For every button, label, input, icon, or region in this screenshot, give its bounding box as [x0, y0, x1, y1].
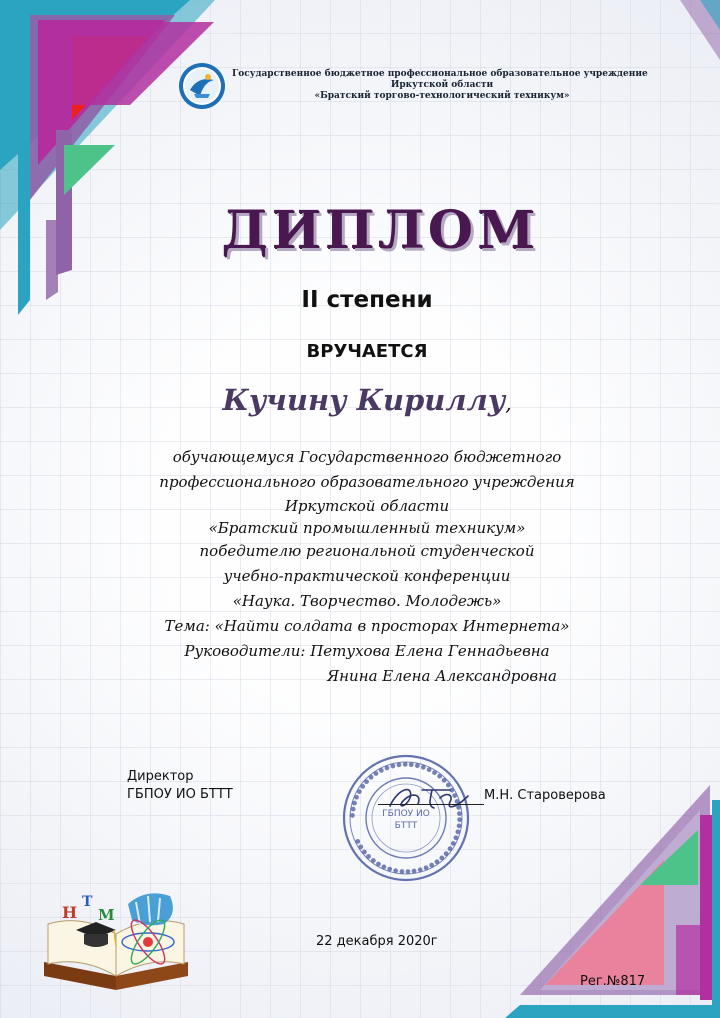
issue-date: 22 декабря 2020г — [316, 934, 438, 949]
description-line: победителю региональной студенческой — [199, 542, 535, 560]
description-line: обучающемуся Государственного бюджетного — [172, 448, 562, 466]
director-position-line-1: Директор — [127, 769, 194, 784]
svg-text:●●●●●●●●●●●●●●●●●●●●●●●●●●●●●●: ●●●●●●●●●●●●●●●●●●●●●●●●●●●●●●●●●●●●●●●●●●●●●●●●●●● — [348, 760, 464, 876]
institution-name-line-2: Иркутской области — [390, 80, 494, 90]
director-signature — [384, 778, 474, 818]
stamp-center-line-1: ГБПОУ ИО — [382, 809, 430, 819]
description-line: Иркутской области — [284, 497, 450, 515]
director-position-line-2: ГБПОУ ИО БТТТ — [127, 787, 233, 802]
college-emblem-icon — [178, 62, 226, 110]
open-book-science-icon — [36, 884, 206, 994]
institution-header — [232, 69, 652, 102]
signature-line — [378, 804, 484, 805]
stamp-center-line-2: БТТТ — [394, 821, 418, 831]
book-letter-t: Т — [82, 894, 93, 910]
book-letter-m: М — [98, 906, 115, 924]
description-line: «Братский промышленный техникум» — [208, 519, 526, 537]
director-position — [127, 768, 233, 804]
diploma-title: ДИПЛОМ — [221, 200, 539, 261]
award-description — [0, 445, 720, 689]
book-letter-n: Н — [62, 903, 78, 922]
supervisors-line: Руководители: Петухова Елена Геннадьевна — [184, 642, 550, 660]
description-line: профессионального образовательного учреждения — [159, 473, 575, 491]
description-line: учебно-практической конференции — [223, 567, 511, 585]
official-stamp — [340, 752, 472, 884]
topic-line: Тема: «Найти солдата в просторах Интернета» — [164, 617, 570, 635]
description-line: «Наука. Творчество. Молодежь» — [232, 592, 502, 610]
institution-name-line-3: «Братский торгово-технологический техникум» — [314, 91, 570, 101]
registration-number: Рег.№817 — [580, 974, 646, 989]
recipient-comma: , — [505, 391, 512, 415]
diploma-degree: II степени — [301, 287, 433, 313]
supervisors-line-2: Янина Елена Александровна — [327, 667, 557, 685]
institution-name-line-1: Государственное бюджетное профессиональное образовательное учреждение — [232, 69, 648, 79]
recipient-name-line — [0, 383, 720, 417]
director-name: М.Н. Староверова — [484, 788, 606, 803]
awarded-label: ВРУЧАЕТСЯ — [306, 341, 428, 362]
recipient-name: Кучину Кириллу — [222, 383, 506, 417]
